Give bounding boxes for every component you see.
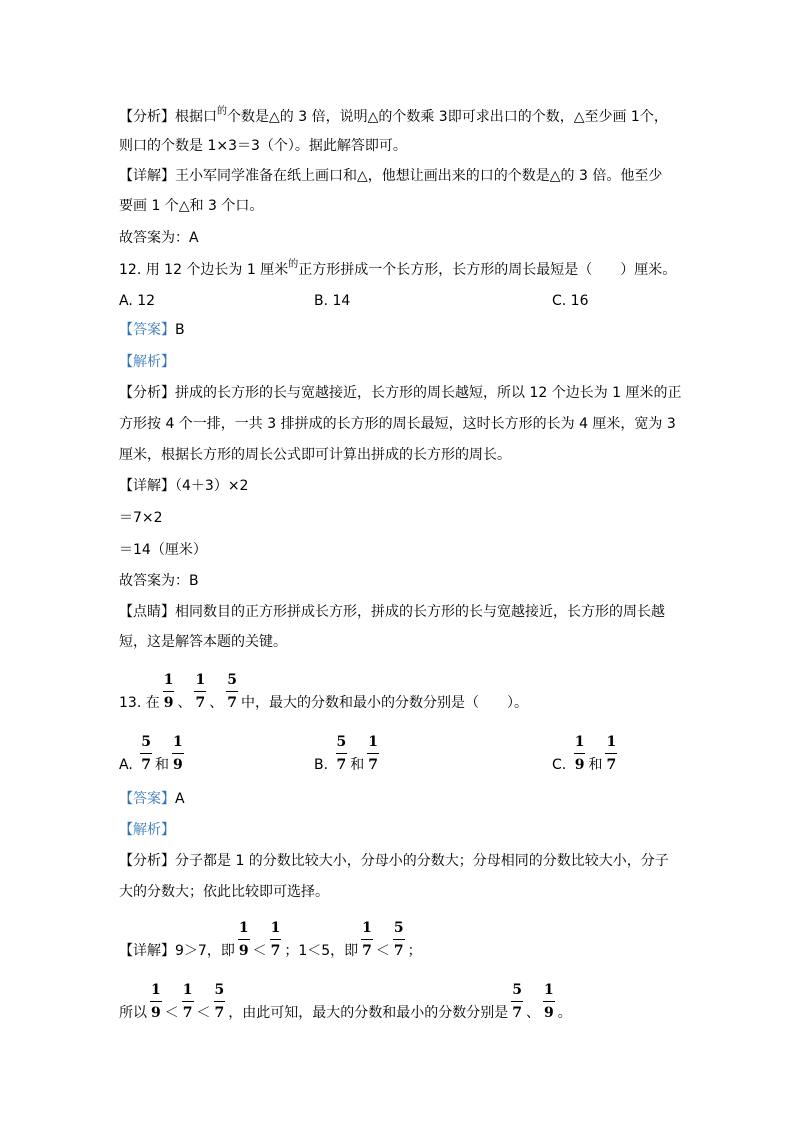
denominator: 9: [574, 757, 585, 773]
option-c: C. 16: [552, 293, 589, 309]
fraction: [182, 982, 194, 1021]
text: 根据口: [175, 109, 217, 125]
text: 的: [288, 259, 299, 270]
text: ；: [407, 943, 422, 959]
fraction: [574, 734, 586, 773]
answer-tag: 【答案】: [119, 322, 175, 338]
q13-analysis-line1: [119, 852, 669, 870]
numerator: 5: [511, 982, 523, 1002]
fraction: [367, 734, 379, 773]
fraction: [270, 920, 282, 959]
fraction: [511, 982, 523, 1021]
q12-note-line2: 短，这是解答本题的关键。: [119, 634, 287, 650]
text: 、: [526, 1005, 540, 1021]
text: 、: [209, 695, 224, 711]
q13-analysis-line2: 大的分数大；依此比较即可选择。: [119, 884, 329, 900]
numerator: 1: [574, 734, 586, 754]
q12-stem: [119, 261, 676, 281]
text: ＜: [164, 1005, 179, 1021]
numerator: 1: [361, 920, 373, 940]
text: 中，最大的分数和最小的分数分别是（ ）。: [240, 695, 528, 711]
q13-stem: [119, 672, 528, 712]
text: 。: [557, 1005, 572, 1021]
q12-detail-line3: ＝14（厘米）: [119, 542, 207, 558]
text: 13. 在: [119, 695, 160, 711]
denominator: 7: [606, 757, 617, 773]
numerator: 5: [336, 734, 348, 754]
option-c: [552, 734, 620, 774]
q11-detail-line1: [119, 167, 662, 185]
fraction: [172, 734, 184, 773]
numerator: 1: [172, 734, 184, 754]
q13-options: [119, 734, 679, 778]
fraction: [238, 920, 250, 959]
tag: 【详解】: [119, 943, 175, 959]
fraction: [214, 982, 226, 1021]
tag: 【分析】: [119, 853, 175, 869]
numerator: 1: [150, 982, 162, 1002]
option-label: C.: [552, 757, 567, 773]
denominator: 9: [238, 943, 249, 959]
answer-tag: 【答案】: [119, 791, 175, 807]
numerator: 1: [367, 734, 379, 754]
numerator: 5: [214, 982, 226, 1002]
denominator: 9: [151, 1005, 161, 1021]
q12-final: 故答案为：B: [119, 573, 199, 589]
option-a: [119, 734, 187, 774]
numerator: 1: [543, 982, 555, 1002]
text: （4＋3）×2: [175, 478, 249, 494]
numerator: 1: [238, 920, 250, 940]
text: ，由此可知，最大的分数和最小的分数分别是: [228, 1005, 509, 1021]
q13-conclusion: [119, 982, 572, 1022]
denominator: 7: [214, 1005, 225, 1021]
fraction: [226, 672, 238, 711]
denominator: 7: [336, 757, 347, 773]
text: 拼成的长方形的长与宽越接近，长方形的周长越短，所以 12 个边长为 1 厘米的正: [175, 385, 682, 401]
tag: 【详解】: [119, 478, 175, 494]
numerator: 1: [163, 672, 175, 692]
denominator: 7: [393, 943, 404, 959]
text: 和: [588, 757, 603, 773]
denominator: 9: [163, 695, 174, 711]
text: 、: [177, 695, 192, 711]
tag: 【分析】: [119, 109, 175, 125]
fraction: [605, 734, 617, 773]
q11-analysis-line1: [119, 108, 668, 128]
denominator: 7: [512, 1005, 522, 1021]
text: 12. 用 12 个边长为 1 厘米: [119, 262, 289, 278]
numerator: 5: [226, 672, 238, 692]
fraction: [150, 982, 162, 1021]
answer-value: B: [175, 322, 185, 338]
denominator: 7: [141, 757, 151, 773]
text: ＜: [196, 1005, 211, 1021]
numerator: 5: [393, 920, 405, 940]
text: 所以: [119, 1005, 147, 1021]
option-label: A.: [119, 757, 133, 773]
text: 王小军同学准备在纸上画口和△，他想让画出来的口的个数是△的 3 倍。他至少: [175, 168, 663, 184]
q12-explain-tag: 【解析】: [119, 354, 175, 370]
numerator: 1: [194, 672, 206, 692]
denominator: 7: [368, 757, 379, 773]
q11-detail-line2: 要画 1 个△和 3 个口。: [119, 198, 264, 214]
fraction: [361, 920, 373, 959]
option-b: B. 14: [314, 293, 351, 309]
text: 9＞7，即: [175, 943, 235, 959]
text: 正方形拼成一个长方形，长方形的周长最短是（ ）厘米。: [298, 262, 677, 278]
q13-detail: [119, 920, 422, 960]
denominator: 7: [362, 943, 372, 959]
denominator: 9: [544, 1005, 554, 1021]
denominator: 9: [172, 757, 183, 773]
text: ＜: [252, 943, 267, 959]
q11-final: 故答案为：A: [119, 230, 199, 246]
denominator: 7: [195, 695, 206, 711]
text: 个数是△的 3 倍，说明△的个数乘 3即可求出口的个数，△至少画 1个，: [227, 109, 668, 125]
denominator: 7: [227, 695, 237, 711]
q12-analysis-line3: 厘米，根据长方形的周长公式即可计算出拼成的长方形的周长。: [119, 447, 511, 463]
q12-detail-line1: [119, 477, 248, 495]
numerator: 1: [182, 982, 194, 1002]
q13-answer: [119, 790, 185, 808]
fraction: [393, 920, 405, 959]
text: ；1＜5，即: [284, 943, 359, 959]
text: 和: [350, 757, 365, 773]
q11-analysis-line2: 则口的个数是 1×3＝3（个）。据此解答即可。: [119, 138, 407, 154]
q12-detail-line2: ＝7×2: [119, 510, 163, 526]
option-b: [314, 734, 382, 774]
option-a: A. 12: [119, 293, 156, 309]
option-label: B.: [314, 757, 329, 773]
text: 相同数目的正方形拼成长方形，拼成的长方形的长与宽越接近，长方形的周长越: [175, 604, 665, 620]
q13-explain-tag: 【解析】: [119, 822, 175, 838]
fraction: [543, 982, 555, 1021]
fraction: [336, 734, 348, 773]
numerator: 5: [140, 734, 152, 754]
text: 分子都是 1 的分数比较大小，分母小的分数大；分母相同的分数比较大小，分子: [175, 853, 669, 869]
denominator: 7: [270, 943, 281, 959]
text: ＜: [375, 943, 390, 959]
tag: 【分析】: [119, 385, 175, 401]
q12-analysis-line2: 方形按 4 个一排，一共 3 排拼成的长方形的周长最短，这时长方形的长为 4 厘米，宽为 3: [119, 416, 676, 432]
text: 的: [217, 106, 227, 117]
numerator: 1: [605, 734, 617, 754]
text: 和: [154, 757, 169, 773]
tag: 【点睛】: [119, 604, 175, 620]
answer-value: A: [175, 791, 185, 807]
q12-analysis-line1: [119, 384, 682, 402]
q12-answer: [119, 321, 185, 339]
q12-note-line1: [119, 603, 665, 621]
fraction: [140, 734, 152, 773]
numerator: 1: [270, 920, 282, 940]
q12-options: [119, 292, 679, 310]
fraction: [194, 672, 206, 711]
tag: 【详解】: [119, 168, 175, 184]
fraction: [163, 672, 175, 711]
denominator: 7: [182, 1005, 193, 1021]
